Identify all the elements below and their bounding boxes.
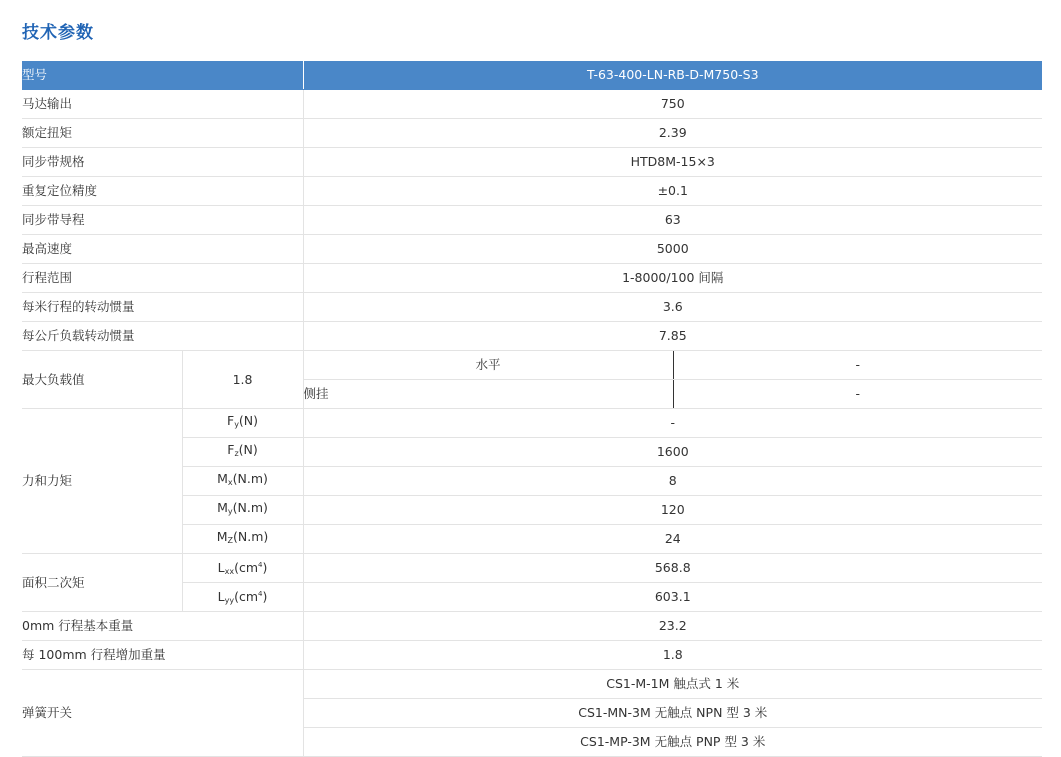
table-row bbox=[22, 235, 1042, 264]
table-row bbox=[22, 409, 1042, 438]
area-moment-symbol: $L_{xx}(cm^4)$ bbox=[182, 554, 303, 583]
header-label: 型号 bbox=[22, 61, 303, 90]
area-moment-value: 603.1 bbox=[303, 583, 1042, 612]
table-row bbox=[22, 670, 1042, 699]
table-row bbox=[22, 612, 1042, 641]
area-moment-value: 568.8 bbox=[303, 554, 1042, 583]
row-value: ±0.1 bbox=[303, 177, 1042, 206]
row-value: 750 bbox=[303, 90, 1042, 119]
switch-value: CS1-MN-3M 无触点 NPN 型 3 米 bbox=[303, 699, 1042, 728]
table-header-row bbox=[22, 61, 1042, 90]
moment-symbol: $M_Z(N.m)$ bbox=[182, 525, 303, 554]
moment-symbol: $M_x(N.m)$ bbox=[182, 467, 303, 496]
row-value: 5000 bbox=[303, 235, 1042, 264]
section-title: 技术参数 bbox=[22, 23, 94, 43]
area-moment-label: 面积二次矩 bbox=[22, 554, 182, 612]
force-value: 1600 bbox=[303, 438, 1042, 467]
row-value: 2.39 bbox=[303, 119, 1042, 148]
row-value: 23.2 bbox=[303, 612, 1042, 641]
row-value: 3.6 bbox=[303, 293, 1042, 322]
table-row bbox=[22, 119, 1042, 148]
moment-value: 24 bbox=[303, 525, 1042, 554]
max-load-sub-value: - bbox=[673, 351, 1042, 380]
row-label: 马达输出 bbox=[22, 90, 303, 119]
moment-value: 8 bbox=[303, 467, 1042, 496]
table-row bbox=[22, 641, 1042, 670]
table-row bbox=[22, 293, 1042, 322]
table-row bbox=[22, 264, 1042, 293]
row-value: 63 bbox=[303, 206, 1042, 235]
moment-symbol: $M_y(N.m)$ bbox=[182, 496, 303, 525]
table-row bbox=[22, 554, 1042, 583]
row-label: 每米行程的转动惯量 bbox=[22, 293, 303, 322]
max-load-sub-label: 侧挂 bbox=[303, 380, 673, 409]
force-label: 力和力矩 bbox=[22, 409, 182, 554]
row-label: 行程范围 bbox=[22, 264, 303, 293]
switch-value: CS1-M-1M 触点式 1 米 bbox=[303, 670, 1042, 699]
row-label: 额定扭矩 bbox=[22, 119, 303, 148]
table-row bbox=[22, 206, 1042, 235]
spec-table bbox=[22, 61, 1042, 757]
table-row bbox=[22, 351, 1042, 380]
switch-label: 弹簧开关 bbox=[22, 670, 303, 757]
table-row bbox=[22, 177, 1042, 206]
model-number: T-63-400-LN-RB-D-M750-S3 bbox=[303, 61, 1042, 90]
row-label: 每 100mm 行程增加重量 bbox=[22, 641, 303, 670]
moment-value: 120 bbox=[303, 496, 1042, 525]
row-label: 重复定位精度 bbox=[22, 177, 303, 206]
max-load-sub-label: 水平 bbox=[303, 351, 673, 380]
table-row bbox=[22, 148, 1042, 177]
force-symbol: $F_z(N)$ bbox=[182, 438, 303, 467]
max-load-sub-value: - bbox=[673, 380, 1042, 409]
row-value: 1.8 bbox=[303, 641, 1042, 670]
max-load-label: 最大负载值 bbox=[22, 351, 182, 409]
table-row bbox=[22, 322, 1042, 351]
row-value: 1-8000/100 间隔 bbox=[303, 264, 1042, 293]
area-moment-symbol: $L_{yy}(cm^4)$ bbox=[182, 583, 303, 612]
row-label: 0mm 行程基本重量 bbox=[22, 612, 303, 641]
row-value: HTD8M-15×3 bbox=[303, 148, 1042, 177]
row-label: 每公斤负载转动惯量 bbox=[22, 322, 303, 351]
max-load-value: 1.8 bbox=[182, 351, 303, 409]
row-label: 同步带规格 bbox=[22, 148, 303, 177]
force-symbol: $F_y(N)$ bbox=[182, 409, 303, 438]
row-label: 同步带导程 bbox=[22, 206, 303, 235]
table-row bbox=[22, 90, 1042, 119]
switch-value: CS1-MP-3M 无触点 PNP 型 3 米 bbox=[303, 728, 1042, 757]
row-value: 7.85 bbox=[303, 322, 1042, 351]
row-label: 最高速度 bbox=[22, 235, 303, 264]
force-value: - bbox=[303, 409, 1042, 438]
